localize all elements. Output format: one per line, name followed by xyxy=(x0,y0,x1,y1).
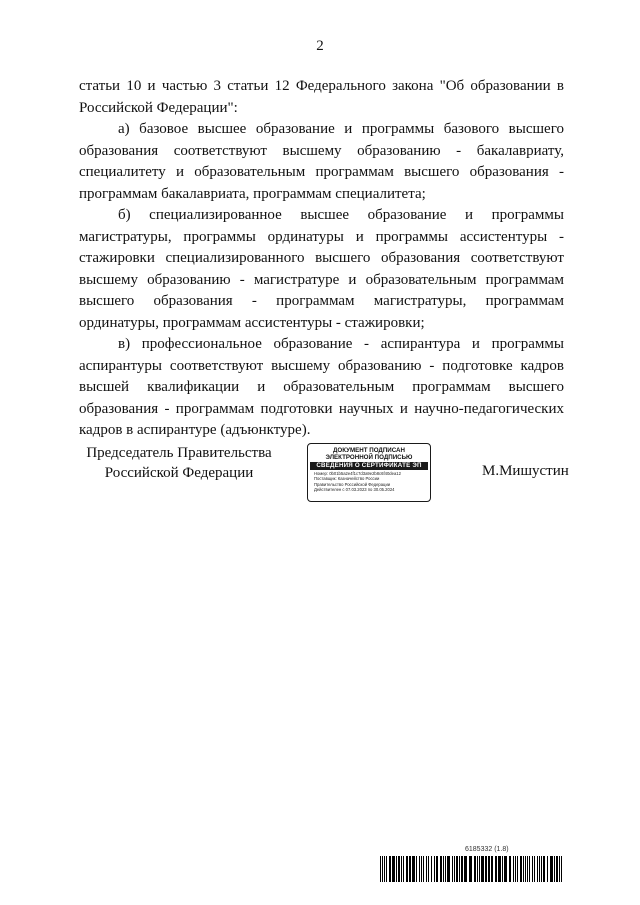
stamp-issuer-line2: Правительство Российской Федерации xyxy=(314,481,391,487)
paragraph-intro: статьи 10 и частью 3 статьи 12 Федерального закона "Об образовании в Российской Федерации": xyxy=(79,78,564,116)
paragraph-item-b: б) специализированное высшее образование и программы магистратуры, программы ординатуры и программы ассистентуры - стажировки специализированного высшего образования соответствуют высшему образованию - магистратуре и образовательным программам высшего образования - программам магистратуры, программам ординатуры, программам ассистентуры - стажировки; xyxy=(79,207,564,331)
signatory-title-line2: Российской Федерации xyxy=(104,465,254,481)
paragraph-item-a: а) базовое высшее образование и программы базового высшего образования соответствуют высшему образованию - бакалавриату, специалитету и образовательным программам высшего образования - программам бакалавриата, программам специалитета; xyxy=(79,121,564,202)
stamp-line1: ДОКУМЕНТ ПОДПИСАН xyxy=(333,447,405,454)
electronic-signature-stamp xyxy=(307,443,431,502)
stamp-issuer-line1: Поставщик: Казначейство России xyxy=(314,476,380,482)
stamp-header: СВЕДЕНИЯ О СЕРТИФИКАТЕ ЭП xyxy=(310,462,428,470)
stamp-validity: Действителен с 07.03.2023 по 30.05.2024 xyxy=(314,486,395,492)
paragraph-item-c: в) профессиональное образование - аспирантура и программы аспирантуры соответствуют высшему образованию - подготовке кадров высшей квалификации и образовательным программам высшего образования - программам подготовки научных и научно-педагогических кадров в аспирантуре (адъюнктуре). xyxy=(79,336,564,438)
stamp-serial: Номер: 0b01b5a2e4f1c7d3a9e2b8c6f40dea12 xyxy=(314,471,401,476)
signatory-title xyxy=(79,443,279,483)
document-code: 6185332 (1.8) xyxy=(465,846,509,853)
signer-name: М.Мишустин xyxy=(482,463,569,479)
barcode-icon xyxy=(380,856,566,882)
document-body xyxy=(79,76,564,442)
stamp-line2: ЭЛЕКТРОННОЙ ПОДПИСЬЮ xyxy=(325,454,413,461)
page-number: 2 xyxy=(316,38,324,54)
signatory-title-line1: Председатель Правительства xyxy=(86,445,272,461)
